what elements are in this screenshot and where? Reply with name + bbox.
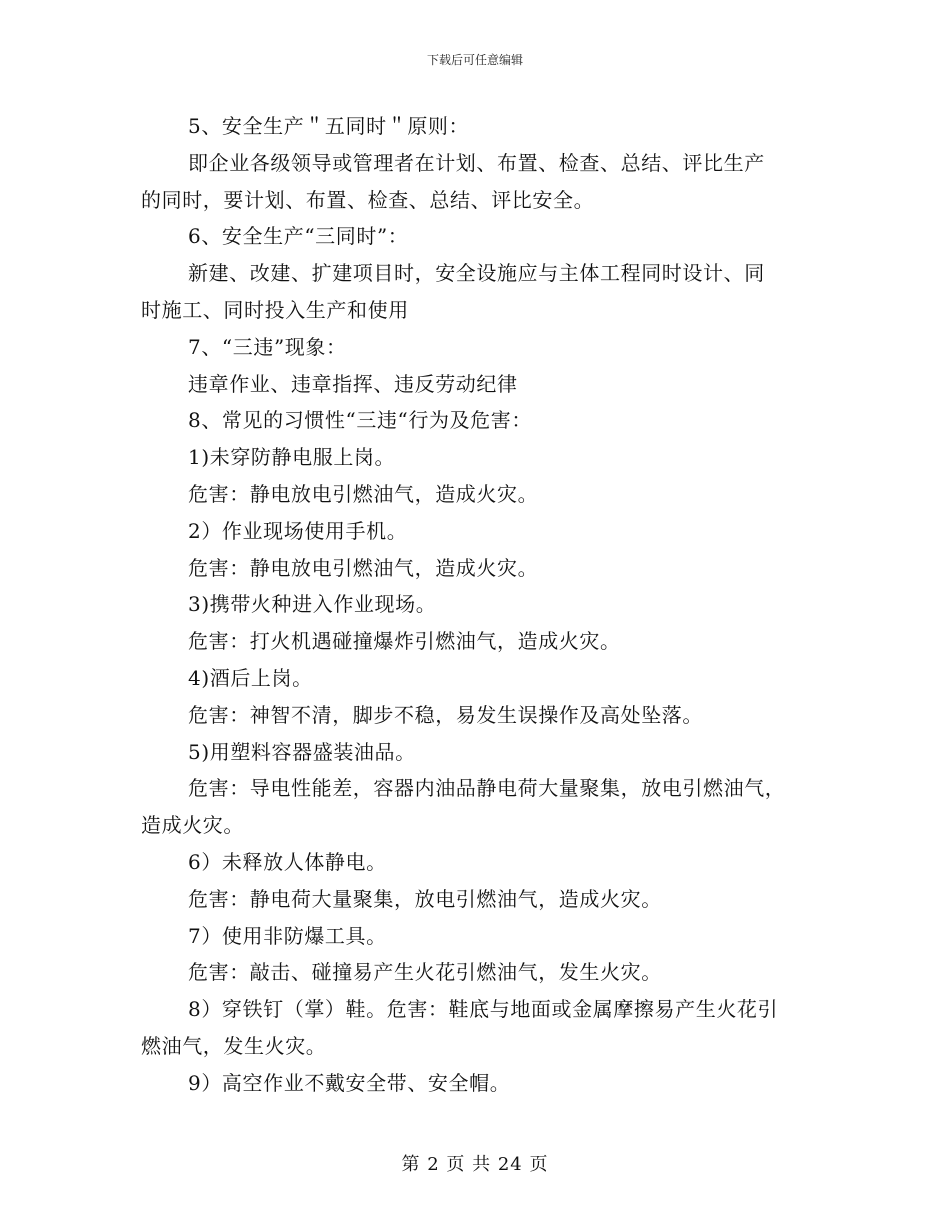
text-line: 危害：导电性能差，容器内油品静电荷大量聚集，放电引燃油气， — [188, 776, 786, 801]
text-line: 危害：静电放电引燃油气，造成火灾。 — [188, 481, 539, 506]
text-line: 造成火灾。 — [141, 813, 244, 838]
text-line: 7）使用非防爆工具。 — [188, 923, 387, 948]
text-line: 危害：静电放电引燃油气，造成火灾。 — [188, 555, 539, 580]
text-line: 的同时，要计划、布置、检查、总结、评比安全。 — [141, 187, 595, 212]
text-line: 新建、改建、扩建项目时，安全设施应与主体工程同时设计、同 — [188, 261, 765, 286]
text-line: 危害：打火机遇碰撞爆炸引燃油气，造成火灾。 — [188, 629, 621, 654]
text-line: 8）穿铁钉（掌）鞋。危害：鞋底与地面或金属摩擦易产生火花引 — [188, 997, 779, 1022]
text-line: 即企业各级领导或管理者在计划、布置、检查、总结、评比生产 — [188, 150, 765, 175]
text-line: 6）未释放人体静电。 — [188, 849, 387, 874]
page-header-note: 下载后可任意编辑 — [426, 53, 523, 67]
text-line: 时施工、同时投入生产和使用 — [141, 297, 409, 322]
text-line: 4)酒后上岗。 — [188, 665, 313, 690]
document-body — [141, 108, 809, 1102]
text-line: 5)用塑料容器盛装油品。 — [188, 739, 416, 764]
text-line: 8、常见的习惯性“三违“行为及危害： — [188, 408, 532, 433]
text-line: 5、安全生产＂五同时＂原则： — [188, 114, 470, 138]
text-line: 2）作业现场使用手机。 — [188, 518, 408, 543]
text-line: 9）高空作业不戴安全带、安全帽。 — [188, 1070, 511, 1095]
page-number-footer: 第 2 页 共 24 页 — [401, 1154, 549, 1175]
text-line: 6、安全生产“三同时”： — [188, 224, 409, 249]
text-line: 1)未穿防静电服上岗。 — [188, 445, 396, 470]
text-line: 3)携带火种进入作业现场。 — [188, 592, 437, 617]
text-line: 危害：敲击、碰撞易产生火花引燃油气，发生火灾。 — [188, 960, 662, 985]
text-line: 违章作业、违章指挥、违反劳动纪律 — [188, 371, 518, 396]
text-line: 燃油气，发生火灾。 — [141, 1033, 327, 1058]
text-line: 危害：静电荷大量聚集，放电引燃油气，造成火灾。 — [188, 886, 662, 911]
text-line: 7、“三违”现象： — [188, 334, 347, 359]
text-line: 危害：神智不清，脚步不稳，易发生误操作及高处坠落。 — [188, 702, 703, 727]
